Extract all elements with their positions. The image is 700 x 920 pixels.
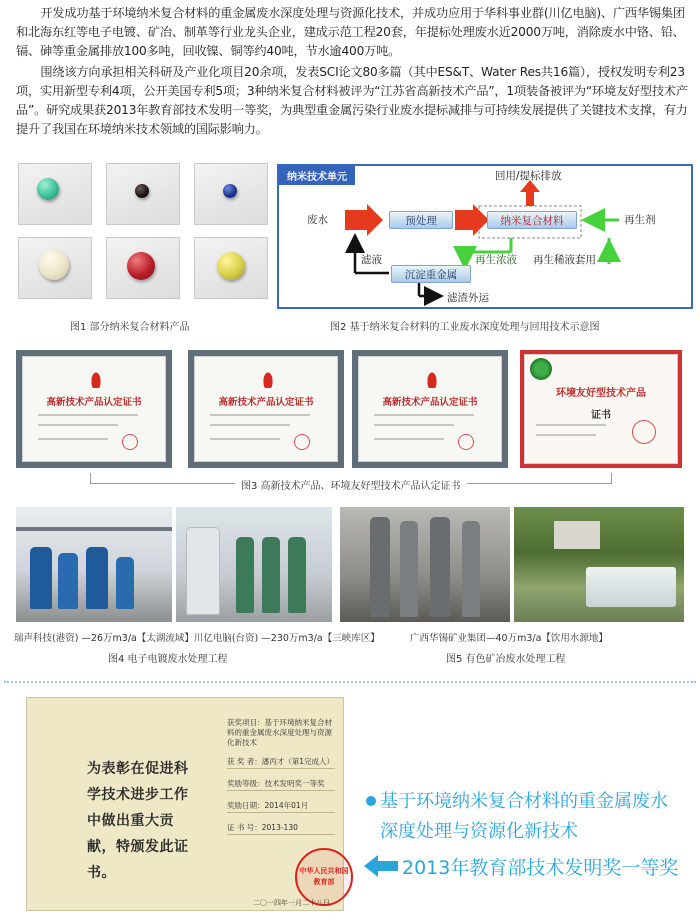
award-section xyxy=(4,681,696,919)
tank xyxy=(58,553,78,609)
sample-tile xyxy=(106,237,180,299)
award-date: 二〇一四年一月二十八日 xyxy=(253,899,330,907)
torch-logo-icon xyxy=(424,366,440,388)
label-regen-dilute: 再生稀液套用 xyxy=(533,254,596,266)
seal-icon xyxy=(632,420,656,444)
unit-title: 纳米技术单元 xyxy=(279,166,355,185)
box-pretreatment: 预处理 xyxy=(389,211,453,229)
certificate-title: 高新技术产品认定证书 xyxy=(218,397,314,408)
tank xyxy=(30,547,52,609)
sample-black xyxy=(135,184,149,198)
bullet-icon xyxy=(366,796,376,806)
env-certificate-sub: 证书 xyxy=(591,410,611,421)
award-headline-1: 基于环境纳米复合材料的重金属废水 xyxy=(380,791,668,812)
award-citation: 为表彰在促进科学技术进步工作中做出重大贡献，特颁发此证书。 xyxy=(87,761,189,881)
sample-yellow xyxy=(217,252,245,280)
photo-plant-2 xyxy=(176,507,332,622)
sample-tile xyxy=(194,237,268,299)
award-certificate xyxy=(26,697,349,911)
tank xyxy=(400,521,418,617)
award-year: 奖励日期：2014年01月 xyxy=(227,801,309,810)
certificate-2 xyxy=(188,350,344,468)
photo-plant-1 xyxy=(16,507,172,622)
label-residue: 滤渣外运 xyxy=(447,292,489,304)
torch-logo-icon xyxy=(260,366,276,388)
figure-1-samples xyxy=(18,163,268,309)
figure-3-caption: 图3 高新技术产品、环境友好型技术产品认定证书 xyxy=(235,477,467,492)
certificate-title: 高新技术产品认定证书 xyxy=(382,397,478,408)
env-certificate-title: 环境友好型技术产品 xyxy=(556,388,646,399)
intro-paragraph-2: 围绕该方向承担相关科研及产业化项目20余项，发表SCI论文80多篇（其中ES&T、Water Res共16篇），授权发明专利23项，实用新型专利4项，公开美国专利5项；3种纳米复合材料被评为“江苏省高新技术产品”，1项装备被评为“环境友好型技术产品”。研究成果获2013年教育部技术发明一等奖，为典型重金属污染行业废水提标减排与可持续发展提供了关键技术支撑，有力提升了我国在环境纳米技术领域的国际影响力。 xyxy=(16,65,688,136)
tank xyxy=(430,517,450,617)
photo-outfall xyxy=(514,507,684,622)
figure-5-caption: 图5 有色矿冶废水处理工程 xyxy=(446,654,566,665)
intro-paragraph-1: 开发成功基于环境纳米复合材料的重金属废水深度处理与资源化技术，并成功应用于华科事业群(川亿电脑)、广西华锡集团和北海东红等电子电镀、矿冶、制革等行业龙头企业，建成示范工程20套，年提标处理废水近2000万吨，消除废水中铬、铅、镉、砷等重金属排放100多吨，回收镍、铜等约40吨，节水逾400万吨。 xyxy=(16,6,685,58)
award-winner: 获 奖 者：潘丙才（第1完成人） xyxy=(227,757,335,766)
figure-2-diagram xyxy=(277,164,693,309)
sample-tile xyxy=(18,163,92,225)
seal-icon xyxy=(294,434,310,450)
sample-red xyxy=(127,252,155,280)
figure-1-caption: 图1 部分纳米复合材料产品 xyxy=(70,322,190,333)
award-project: 获奖项目：基于环境纳米复合材料的重金属废水深度处理与资源化新技术 xyxy=(227,718,332,747)
sample-tile xyxy=(18,237,92,299)
certificate-1 xyxy=(16,350,172,468)
figure-2-caption: 图2 基于纳米复合材料的工业废水深度处理与回用技术示意图 xyxy=(330,322,600,333)
photo-plant-3 xyxy=(340,507,510,622)
award-prize: 2013年教育部技术发明奖一等奖 xyxy=(402,857,679,879)
sample-tile xyxy=(194,163,268,225)
tank xyxy=(236,537,254,613)
tank xyxy=(288,537,306,613)
tank xyxy=(186,527,220,615)
award-number: 证 书 号：2013-130 xyxy=(227,823,298,832)
sample-cream xyxy=(39,250,69,280)
certificate-3 xyxy=(352,350,508,468)
box-precipitate: 沉淀重金属 xyxy=(391,265,471,283)
figure-5-label: 广西华锡矿业集团—40万m3/a【饮用水源地】 xyxy=(410,633,608,644)
sample-tile xyxy=(106,163,180,225)
figure-4-label: 瑞声科技(港资) —26万m3/a【太湖流域】川亿电脑(台资) —230万m3/a【三峡库区】 xyxy=(14,633,380,644)
award-category: 奖励等级：技术发明奖一等奖 xyxy=(227,779,325,788)
flow-arrows xyxy=(279,166,691,307)
certificate-title: 高新技术产品认定证书 xyxy=(46,397,142,408)
certificate-env-friendly xyxy=(520,350,682,468)
box-nano-material: 纳米复合材料 xyxy=(487,211,577,229)
tank xyxy=(86,547,108,609)
ministry-seal: 中华人民共和国教育部 xyxy=(295,848,353,906)
tank xyxy=(262,537,280,613)
red-arrow-1 xyxy=(345,204,383,236)
award-headline-2: 深度处理与资源化新技术 xyxy=(380,821,578,842)
sample-green xyxy=(37,178,59,200)
building xyxy=(554,521,600,549)
red-arrow-up xyxy=(520,180,540,206)
label-reuse: 回用/提标排放 xyxy=(495,170,562,182)
sample-blue xyxy=(223,184,237,198)
intro-text xyxy=(16,4,688,141)
figure-3-certificates xyxy=(16,350,682,470)
seal-icon xyxy=(458,434,474,450)
seal-icon xyxy=(122,434,138,450)
water-fall xyxy=(586,567,676,607)
red-arrow-2 xyxy=(455,204,489,236)
torch-logo-icon xyxy=(88,366,104,388)
tank xyxy=(116,557,134,609)
left-arrow-icon xyxy=(364,855,398,877)
tank xyxy=(370,517,390,617)
label-wastewater: 废水 xyxy=(307,214,328,226)
label-filtrate: 滤液 xyxy=(361,254,382,266)
env-logo-icon xyxy=(530,358,552,380)
label-regen-concentrate: 再生浓液 xyxy=(475,254,517,266)
tank xyxy=(462,521,480,617)
label-regenerant: 再生剂 xyxy=(624,214,656,226)
figure-4-caption: 图4 电子电镀废水处理工程 xyxy=(108,654,228,665)
